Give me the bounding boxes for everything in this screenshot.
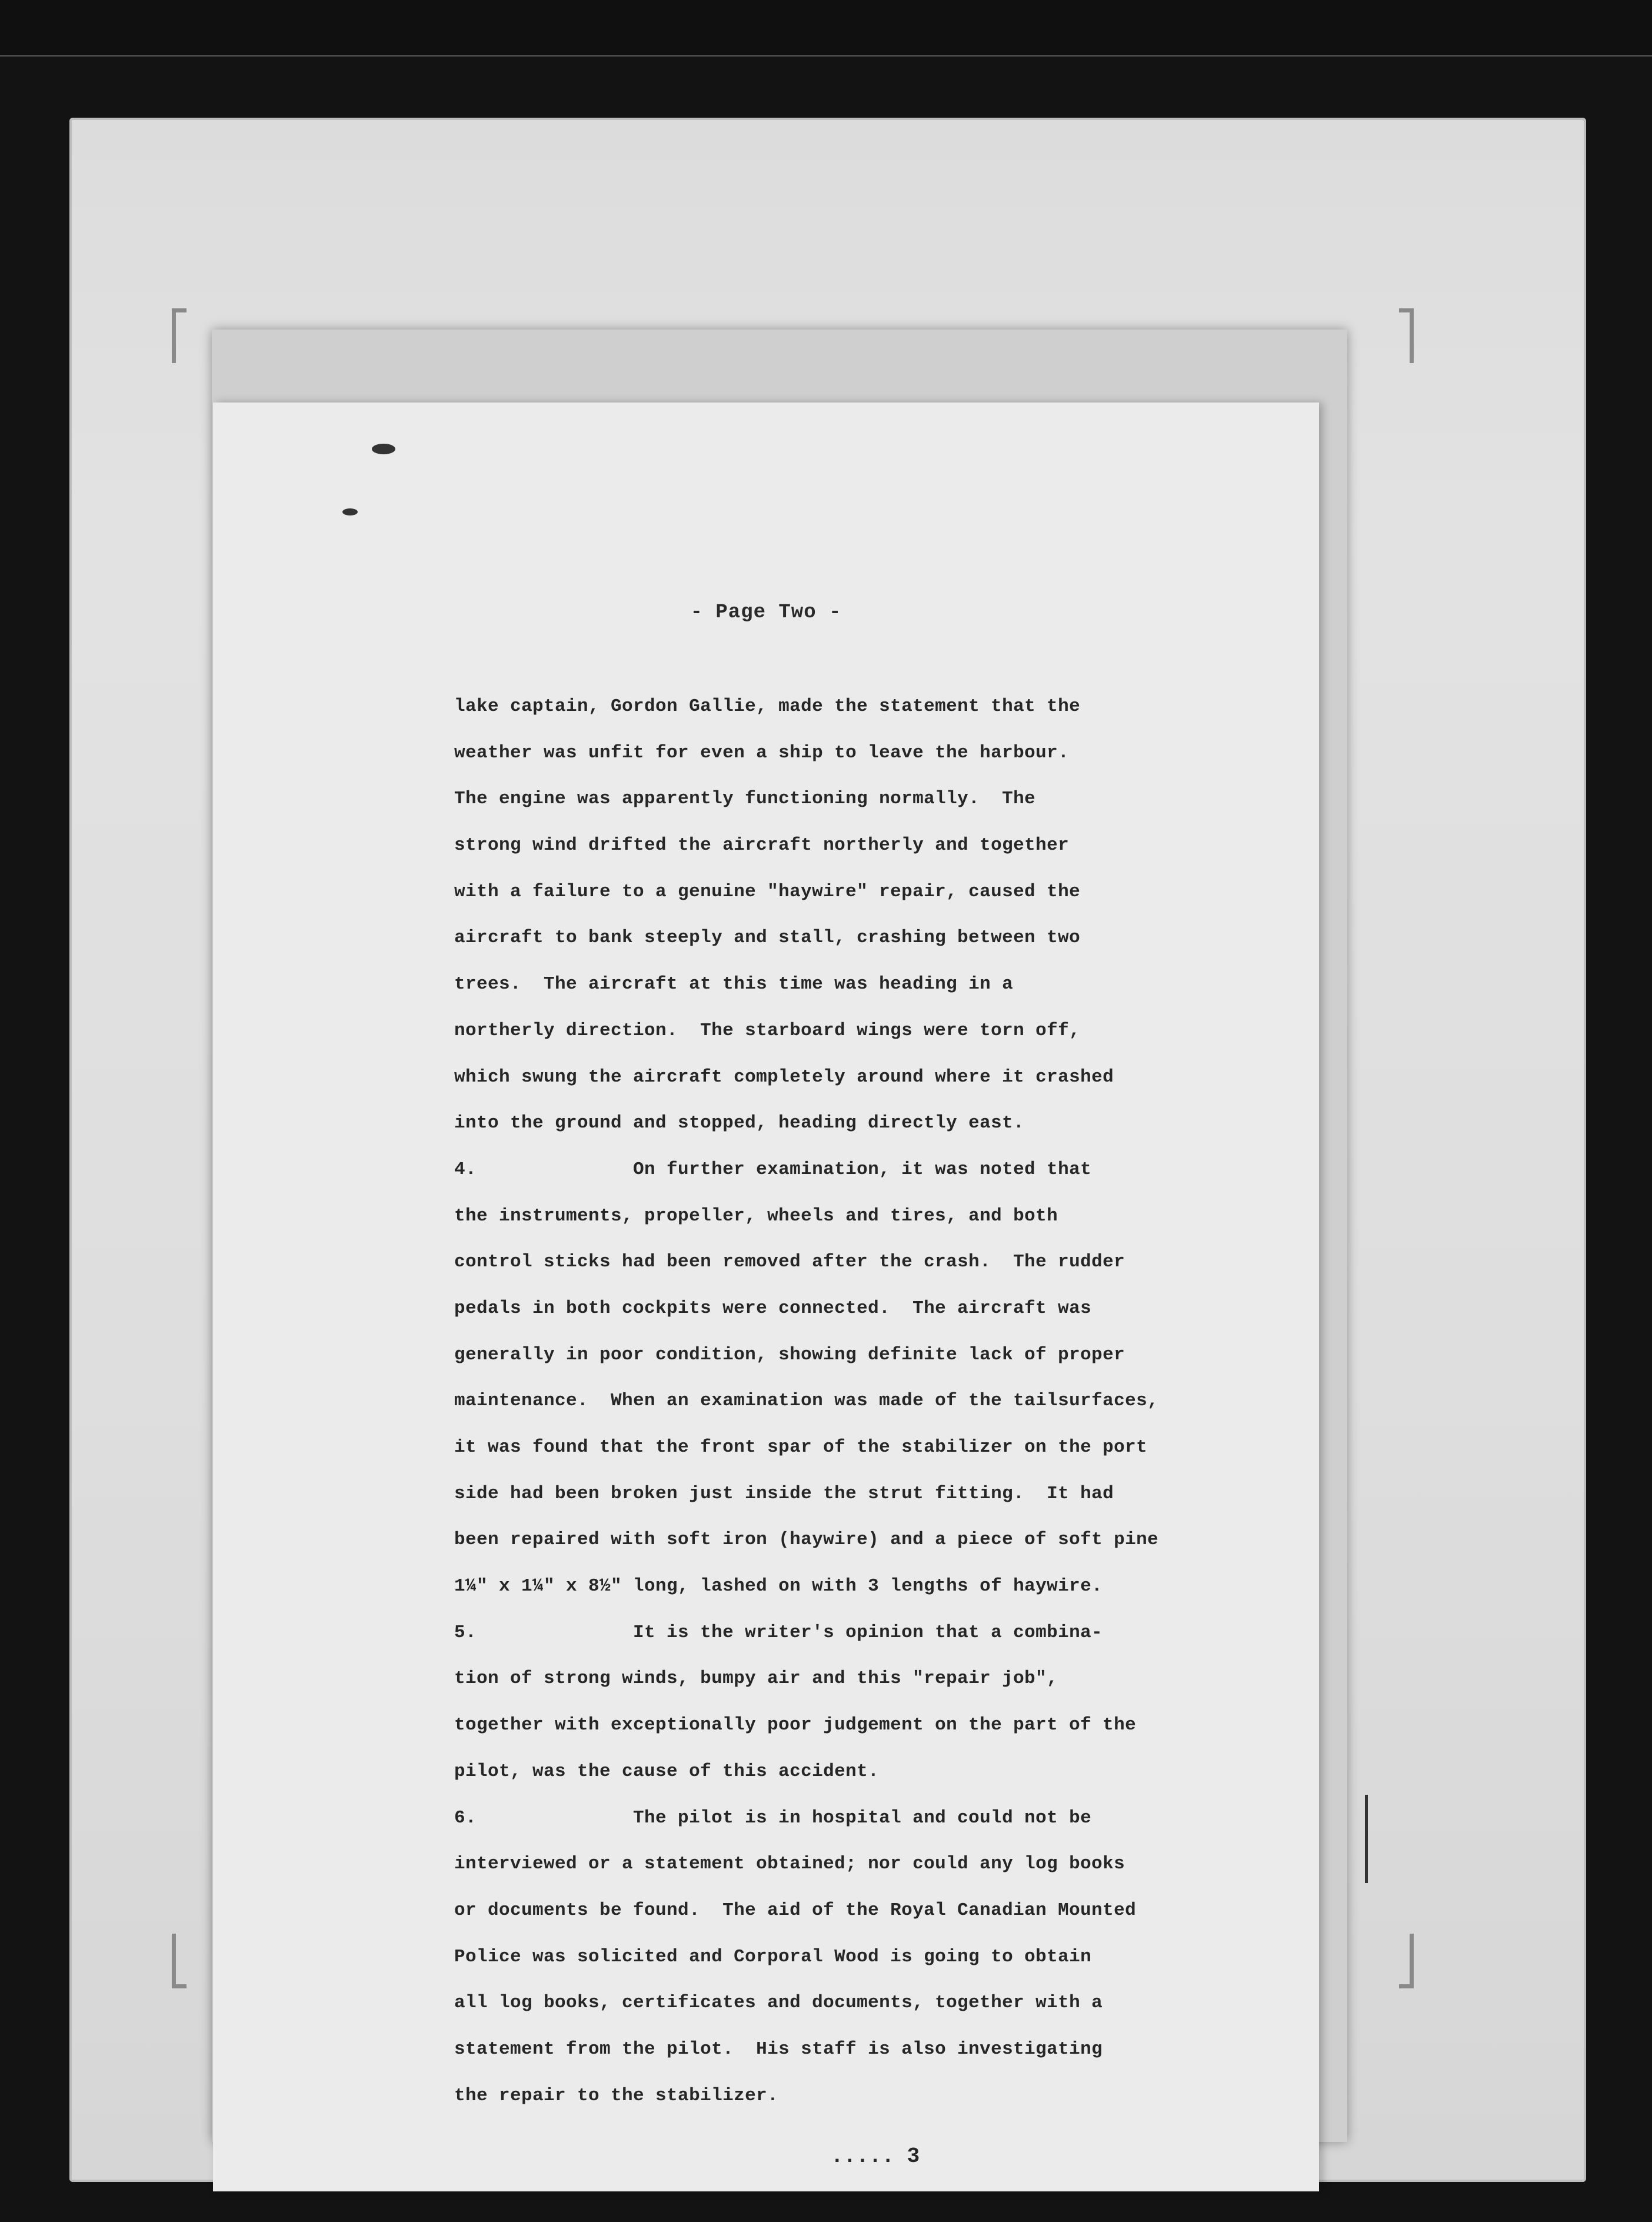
text-line: control sticks had been removed after the crash. The rudder bbox=[454, 1252, 1125, 1273]
text-line: 6. The pilot is in hospital and could not be bbox=[454, 1807, 1092, 1828]
text-line: The engine was apparently functioning normally. The bbox=[454, 789, 1036, 810]
crop-mark-bottom-left bbox=[172, 1934, 186, 1988]
text-line: interviewed or a statement obtained; nor could any log books bbox=[454, 1854, 1125, 1875]
text-line: all log books, certificates and documents, together with a bbox=[454, 1993, 1103, 2014]
text-line: with a failure to a genuine "haywire" repair, caused the bbox=[454, 881, 1081, 902]
crop-mark-top-left bbox=[172, 308, 186, 363]
text-line: tion of strong winds, bumpy air and this "repair job", bbox=[454, 1668, 1058, 1689]
text-line: strong wind drifted the aircraft northerly and together bbox=[454, 835, 1070, 856]
text-line: Police was solicited and Corporal Wood is going to obtain bbox=[454, 1946, 1092, 1967]
ink-smudge bbox=[372, 444, 395, 454]
text-line: the instruments, propeller, wheels and tires, and both bbox=[454, 1205, 1058, 1226]
crop-mark-bottom-right bbox=[1399, 1934, 1414, 1988]
text-line: weather was unfit for even a ship to leave the harbour. bbox=[454, 742, 1070, 763]
scan-top-band bbox=[0, 0, 1652, 56]
text-line: 4. On further examination, it was noted that bbox=[454, 1159, 1092, 1180]
text-line: or documents be found. The aid of the Royal Canadian Mounted bbox=[454, 1900, 1137, 1921]
text-line: together with exceptionally poor judgement on the part of the bbox=[454, 1715, 1137, 1736]
text-line: statement from the pilot. His staff is also investigating bbox=[454, 2038, 1103, 2060]
text-line: pilot, was the cause of this accident. bbox=[454, 1761, 880, 1782]
page-header: - Page Two - bbox=[690, 601, 842, 624]
page-footer: ..... 3 bbox=[831, 2144, 920, 2168]
text-line: lake captain, Gordon Gallie, made the statement that the bbox=[454, 696, 1081, 717]
text-line: 5. It is the writer's opinion that a combina- bbox=[454, 1622, 1103, 1643]
text-line: 1¼" x 1¼" x 8½" long, lashed on with 3 lengths of haywire. bbox=[454, 1576, 1103, 1597]
text-line: aircraft to bank steeply and stall, crashing between two bbox=[454, 927, 1081, 949]
text-line: pedals in both cockpits were connected. The aircraft was bbox=[454, 1298, 1092, 1319]
text-line: it was found that the front spar of the stabilizer on the port bbox=[454, 1437, 1148, 1458]
crop-mark-top-right bbox=[1399, 308, 1414, 363]
text-line: trees. The aircraft at this time was heading in a bbox=[454, 974, 1014, 995]
text-line: been repaired with soft iron (haywire) and a piece of soft pine bbox=[454, 1529, 1159, 1551]
text-line: side had been broken just inside the strut fitting. It had bbox=[454, 1483, 1114, 1504]
text-line: generally in poor condition, showing definite lack of proper bbox=[454, 1344, 1125, 1365]
text-line: northerly direction. The starboard wings were torn off, bbox=[454, 1020, 1081, 1041]
ink-smudge bbox=[342, 508, 358, 515]
text-line: maintenance. When an examination was made of the tailsurfaces, bbox=[454, 1391, 1159, 1412]
margin-rule-mark bbox=[1365, 1795, 1368, 1883]
text-line: into the ground and stopped, heading directly east. bbox=[454, 1113, 1025, 1134]
body-text bbox=[454, 684, 1219, 2119]
document-page bbox=[213, 403, 1319, 2191]
text-line: the repair to the stabilizer. bbox=[454, 2085, 779, 2106]
text-line: which swung the aircraft completely around where it crashed bbox=[454, 1066, 1114, 1087]
